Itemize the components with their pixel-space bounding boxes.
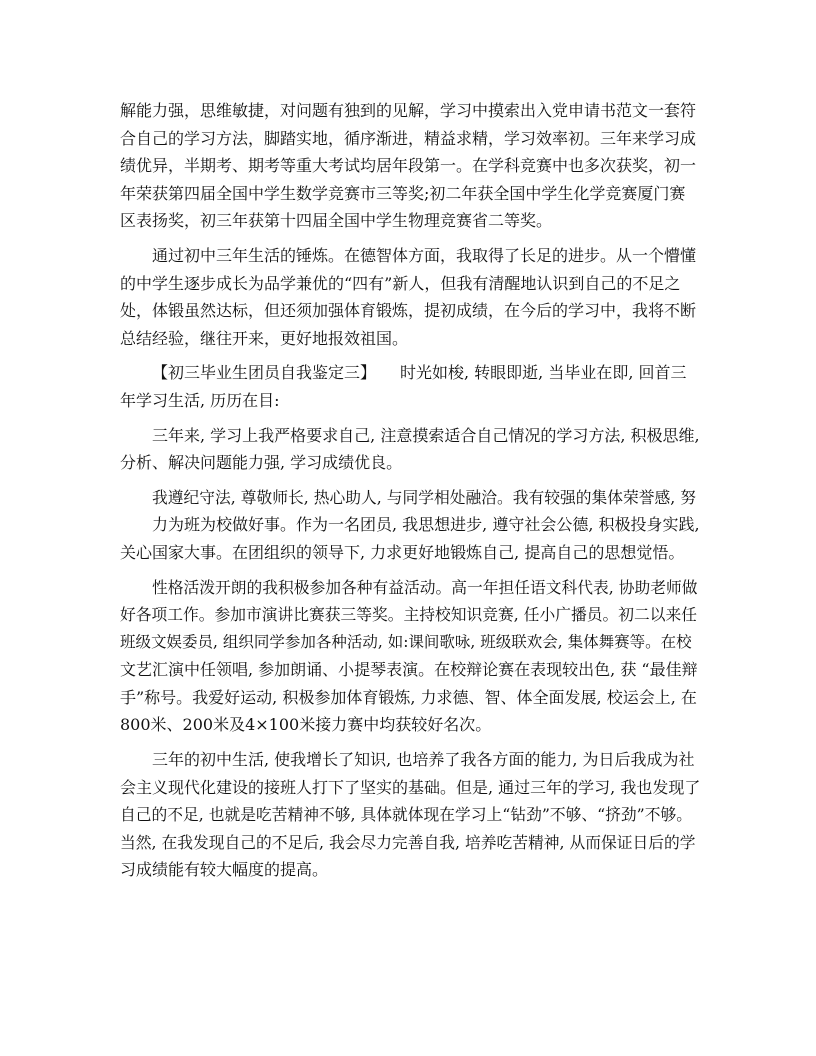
paragraph-first-line: 我遵纪守法, 尊敬师长, 热心助人, 与同学相处融洽。我有较强的集体荣誉感, 努 bbox=[152, 487, 697, 507]
section-heading-line: 【初三毕业生团员自我鉴定三】 时光如梭, 转眼即逝, 当毕业在即, 回首三 bbox=[152, 363, 687, 383]
paragraph-first-line: 三年来, 学习上我严格要求自己, 注意摸索适合自己情况的学习方法, 积极思维, bbox=[152, 425, 700, 445]
text-line: 文艺汇演中任领唱, 参加朗诵、小提琴表演。在校辩论赛在表现较出色, 获 “最佳辩 bbox=[120, 660, 698, 680]
text-line: 800米、200米及4×100米接力赛中均获较好名次。 bbox=[120, 715, 492, 735]
paragraph-first-line: 性格活泼开朗的我积极参加各种有益活动。高一年担任语文科代表, 协助老师做 bbox=[152, 577, 698, 597]
text-line: 手”称号。我爱好运动, 积极参加体育锻炼, 力求德、智、体全面发展, 校运会上, 在 bbox=[120, 687, 697, 707]
text-line: 解能力强，思维敏捷，对问题有独到的见解，学习中摸索出入党申请书范文一套符 bbox=[120, 101, 697, 120]
text-line: 会主义现代化建设的接班人打下了坚实的基础。但是, 通过三年的学习, 我也发现了 bbox=[120, 777, 701, 797]
text-line: 年学习生活, 历历在目: bbox=[120, 390, 280, 410]
paragraph-first-line: 三年的初中生活, 使我增长了知识, 也培养了我各方面的能力, 为日后我成为社 bbox=[152, 750, 695, 770]
text-line: 力为班为校做好事。作为一名团员, 我思想进步, 遵守社会公德, 积极投身实践, bbox=[152, 515, 700, 535]
text-line: 当然, 在我发现自己的不足后, 我会尽力完善自我, 培养吃苦精神, 从而保证日后的学 bbox=[120, 832, 696, 852]
text-line: 关心国家大事。在团组织的领导下, 力求更好地锻炼自己, 提高自己的思想觉悟。 bbox=[120, 542, 685, 562]
text-line: 自己的不足, 也就是吃苦精神不够, 具体就体现在学习上“钻劲”不够、“挤劲”不够。 bbox=[120, 805, 692, 825]
text-line: 班级文娱委员, 组织同学参加各种活动, 如:课间歌咏, 班级联欢会, 集体舞赛等。在校 bbox=[120, 632, 692, 651]
text-line: 绩优异，半期考、期考等重大考试均居年段第一。在学科竞赛中也多次获奖，初一 bbox=[120, 156, 697, 176]
paragraph-first-line: 通过初中三年生活的锤炼。在德智体方面，我取得了长足的进步。从一个懵懂 bbox=[152, 245, 697, 265]
text-line: 处，体锻虽然达标，但还须加强体育锻炼，提初成绩，在今后的学习中，我将不断 bbox=[120, 301, 697, 321]
text-line: 习成绩能有较大幅度的提高。 bbox=[120, 860, 329, 880]
text-line: 好各项工作。参加市演讲比赛获三等奖。主持校知识竞赛, 任小广播员。初二以来任 bbox=[120, 605, 698, 625]
text-line: 合自己的学习方法，脚踏实地，循序渐进，精益求精，学习效率初。三年来学习成 bbox=[120, 128, 697, 148]
text-line: 的中学生逐步成长为品学兼优的“四有”新人，但我有清醒地认识到自己的不足之 bbox=[120, 273, 681, 293]
text-line: 区表扬奖，初三年获第十四届全国中学生物理竞赛省二等奖。 bbox=[120, 211, 553, 231]
text-line: 总结经验，继往开来，更好地报效祖国。 bbox=[120, 328, 409, 348]
text-line: 年荣获第四届全国中学生数学竞赛市三等奖;初二年获全国中学生化学竞赛厦门赛 bbox=[120, 183, 686, 203]
text-line: 分析、解决问题能力强, 学习成绩优良。 bbox=[120, 453, 403, 473]
document-body bbox=[120, 97, 700, 884]
